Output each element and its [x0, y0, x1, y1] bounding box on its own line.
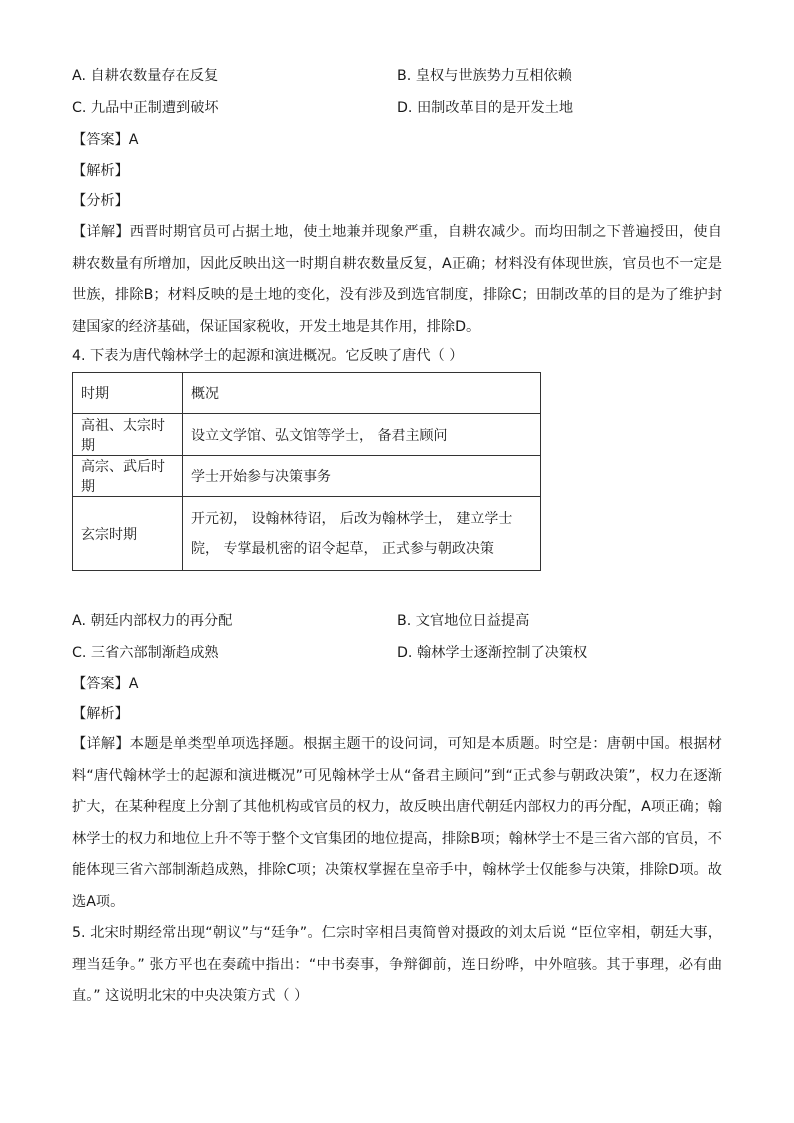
- table-header-row: [73, 373, 541, 414]
- q3-option-d: D. 田制改革目的是开发土地: [397, 100, 574, 116]
- q4-stem: 4. 下表为唐代翰林学士的起源和演进概况。它反映了唐代（ ）: [72, 348, 464, 364]
- q4-detail: 【详解】本题是单类型单项选择题。根据主题干的设问词，可知是本质题。时空是：唐朝中国。根据材料“唐代翰林学士的起源和演进概况”可见翰林学士从“备君主顾问”到“正式参与朝政决策”，权力在逐渐扩大，在某种程度上分割了其他机构或官员的权力，故反映出唐代朝廷内部权力的再分配，A项正确；翰林学士的权力和地位上升不等于整个文官集团的地位提高，排除B项；翰林学士不是三省六部的官员，不能体现三省六部制渐趋成熟，排除C项；决策权掌握在皇帝手中，翰林学士仅能参与决策，排除D项。故选A项。: [72, 736, 722, 910]
- table-row: [73, 497, 541, 571]
- q5-stem: 5. 北宋时期经常出现“朝议”与“廷争”。仁宗时宰相吕夷简曾对摄政的刘太后说 “臣位宰相，朝廷大事，理当廷争。” 张方平也在奏疏中指出：“中书奏事，争辩御前，连日纷哗，中外喧骇。其于事理，必有曲直。” 这说明北宋的中央决策方式（ ）: [72, 925, 722, 1004]
- q4-table: [72, 372, 541, 571]
- table-cell-overview: 学士开始参与决策事务: [183, 456, 541, 497]
- q3-option-a: A. 自耕农数量存在反复: [72, 68, 219, 84]
- q3-analysis-label: 【解析】: [72, 163, 129, 179]
- q3-detail: 【详解】西晋时期官员可占据土地，使土地兼并现象严重，自耕农减少。而均田制之下普遍授田，使自耕农数量有所增加，因此反映出这一时期自耕农数量反复，A正确；材料没有体现世族，官员也不一定是世族，排除B；材料反映的是土地的变化，没有涉及到选官制度，排除C；田制改革的目的是为了维护封建国家的经济基础，保证国家税收，开发土地是其作用，排除D。: [72, 224, 722, 335]
- q4-option-a: A. 朝廷内部权力的再分配: [72, 613, 233, 629]
- q3-option-b: B. 皇权与世族势力互相依赖: [397, 68, 572, 84]
- q4-analysis-label: 【解析】: [72, 706, 129, 722]
- table-cell-period: 高宗、武后时期: [73, 456, 183, 497]
- q3-option-c: C. 九品中正制遭到破坏: [72, 100, 219, 116]
- q4-option-b: B. 文官地位日益提高: [397, 613, 530, 629]
- table-row: [73, 456, 541, 497]
- q4-option-d: D. 翰林学士逐渐控制了决策权: [397, 645, 588, 661]
- q3-answer: 【答案】A: [72, 132, 139, 148]
- q4-answer: 【答案】A: [72, 676, 139, 692]
- q4-option-c: C. 三省六部制渐趋成熟: [72, 645, 219, 661]
- table-header-period: 时期: [73, 373, 183, 414]
- table-header-overview: 概况: [183, 373, 541, 414]
- table-cell-period: 玄宗时期: [73, 497, 183, 571]
- table-cell-overview: 开元初， 设翰林待诏， 后改为翰林学士， 建立学士院， 专掌最机密的诏令起草， 正式参与朝政决策: [183, 497, 541, 571]
- q3-fenxi-label: 【分析】: [72, 193, 129, 209]
- table-row: [73, 414, 541, 456]
- table-cell-period: 高祖、太宗时期: [73, 414, 183, 456]
- table-cell-overview: 设立文学馆、弘文馆等学士， 备君主顾问: [183, 414, 541, 456]
